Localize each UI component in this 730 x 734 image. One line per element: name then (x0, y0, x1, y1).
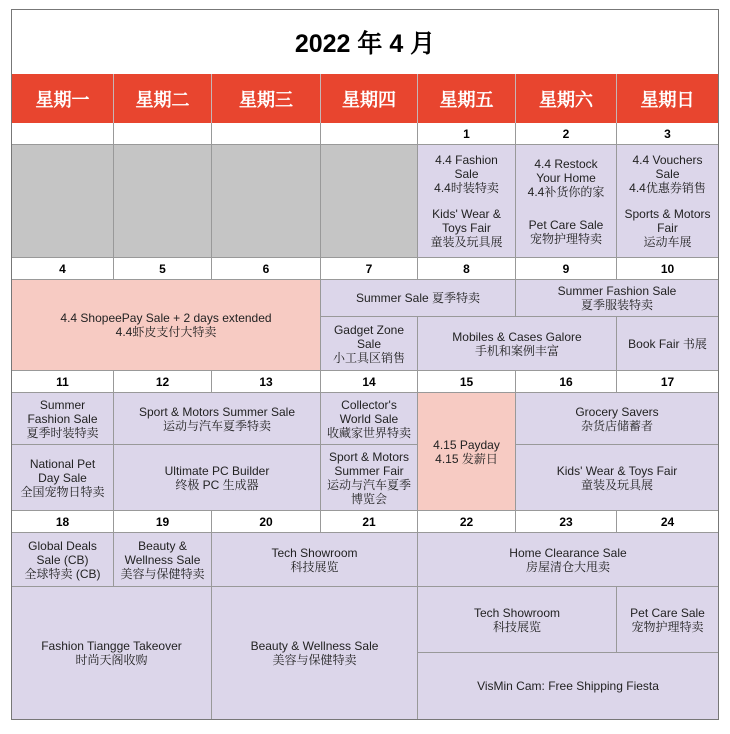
empty-day-cell (114, 145, 212, 258)
date-cell: 22 (418, 511, 516, 533)
date-cell: 19 (114, 511, 212, 533)
event-kids-wear-toys-fair: Kids' Wear & Toys Fair 童装及玩具展 (516, 445, 718, 511)
event-tech-showroom-2: Tech Showroom 科技展览 (418, 587, 617, 653)
date-cell: 16 (516, 371, 617, 393)
date-cell: 20 (212, 511, 321, 533)
event-sport-motors-summer-fair: Sport & Motors Summer Fair 运动与汽车夏季 博览会 (321, 445, 418, 511)
calendar-title: 2022 年 4 月 (12, 10, 718, 75)
date-cell: 24 (617, 511, 718, 533)
date-cell (321, 123, 418, 145)
date-cell: 23 (516, 511, 617, 533)
weekday-header-sat: 星期六 (516, 74, 617, 123)
event-grocery-savers: Grocery Savers 杂货店储蓄者 (516, 393, 718, 445)
weekday-header-mon: 星期一 (12, 74, 114, 123)
event-shopeepay-sale: 4.4 ShopeePay Sale + 2 days extended 4.4虾皮支付大特卖 (12, 280, 321, 371)
date-cell: 15 (418, 371, 516, 393)
event-fashion-tiangge: Fashion Tiangge Takeover 时尚天阁收购 (12, 587, 212, 719)
date-cell: 18 (12, 511, 114, 533)
event-gadget-zone: Gadget Zone Sale 小工具区销售 (321, 317, 418, 371)
date-cell (114, 123, 212, 145)
date-cell (212, 123, 321, 145)
date-cell: 17 (617, 371, 718, 393)
weekday-header-fri: 星期五 (418, 74, 516, 123)
date-cell: 7 (321, 258, 418, 280)
event-cell-apr2: 4.4 Restock Your Home 4.4补货你的家 Pet Care Sale 宠物护理特卖 (516, 145, 617, 258)
event-summer-fashion: Summer Fashion Sale 夏季时装特卖 (12, 393, 114, 445)
event-ultimate-pc-builder: Ultimate PC Builder 终极 PC 生成器 (114, 445, 321, 511)
date-cell: 13 (212, 371, 321, 393)
event-pet-care-sale: Pet Care Sale 宠物护理特卖 (617, 587, 718, 653)
date-cell: 5 (114, 258, 212, 280)
event-mobiles-cases: Mobiles & Cases Galore 手机和案例丰富 (418, 317, 617, 371)
event-vismin-free-shipping: VisMin Cam: Free Shipping Fiesta (418, 653, 718, 719)
event-beauty-wellness: Beauty & Wellness Sale 美容与保健特卖 (114, 533, 212, 587)
date-cell: 8 (418, 258, 516, 280)
weekday-header-tue: 星期二 (114, 74, 212, 123)
event-cell-apr3: 4.4 Vouchers Sale 4.4优惠券销售 Sports & Motors Fair 运动车展 (617, 145, 718, 258)
event-cell-apr1: 4.4 Fashion Sale 4.4时装特卖 Kids' Wear & Toys Fair 童装及玩具展 (418, 145, 516, 258)
weekday-header-wed: 星期三 (212, 74, 321, 123)
event-book-fair: Book Fair 书展 (617, 317, 718, 371)
event-sport-motors-summer-sale: Sport & Motors Summer Sale 运动与汽车夏季特卖 (114, 393, 321, 445)
event-home-clearance: Home Clearance Sale 房屋清仓大甩卖 (418, 533, 718, 587)
empty-day-cell (12, 145, 114, 258)
date-cell: 9 (516, 258, 617, 280)
event-beauty-wellness-sale: Beauty & Wellness Sale 美容与保健特卖 (212, 587, 418, 719)
event-collectors-world: Collector's World Sale 收藏家世界特卖 (321, 393, 418, 445)
event-summer-fashion-sale: Summer Fashion Sale 夏季服装特卖 (516, 280, 718, 317)
date-cell: 14 (321, 371, 418, 393)
calendar-frame (11, 9, 719, 720)
event-tech-showroom: Tech Showroom 科技展览 (212, 533, 418, 587)
date-cell: 10 (617, 258, 718, 280)
event-national-pet-day: National Pet Day Sale 全国宠物日特卖 (12, 445, 114, 511)
weekday-header-sun: 星期日 (617, 74, 718, 123)
event-summer-sale: Summer Sale 夏季特卖 (321, 280, 516, 317)
date-cell: 12 (114, 371, 212, 393)
date-cell: 4 (12, 258, 114, 280)
date-cell: 21 (321, 511, 418, 533)
date-cell: 3 (617, 123, 718, 145)
date-cell: 2 (516, 123, 617, 145)
event-global-deals: Global Deals Sale (CB) 全球特卖 (CB) (12, 533, 114, 587)
date-cell: 1 (418, 123, 516, 145)
empty-day-cell (321, 145, 418, 258)
date-cell (12, 123, 114, 145)
date-cell: 6 (212, 258, 321, 280)
date-cell: 11 (12, 371, 114, 393)
weekday-header-thu: 星期四 (321, 74, 418, 123)
empty-day-cell (212, 145, 321, 258)
event-payday: 4.15 Payday 4.15 发薪日 (418, 393, 516, 511)
